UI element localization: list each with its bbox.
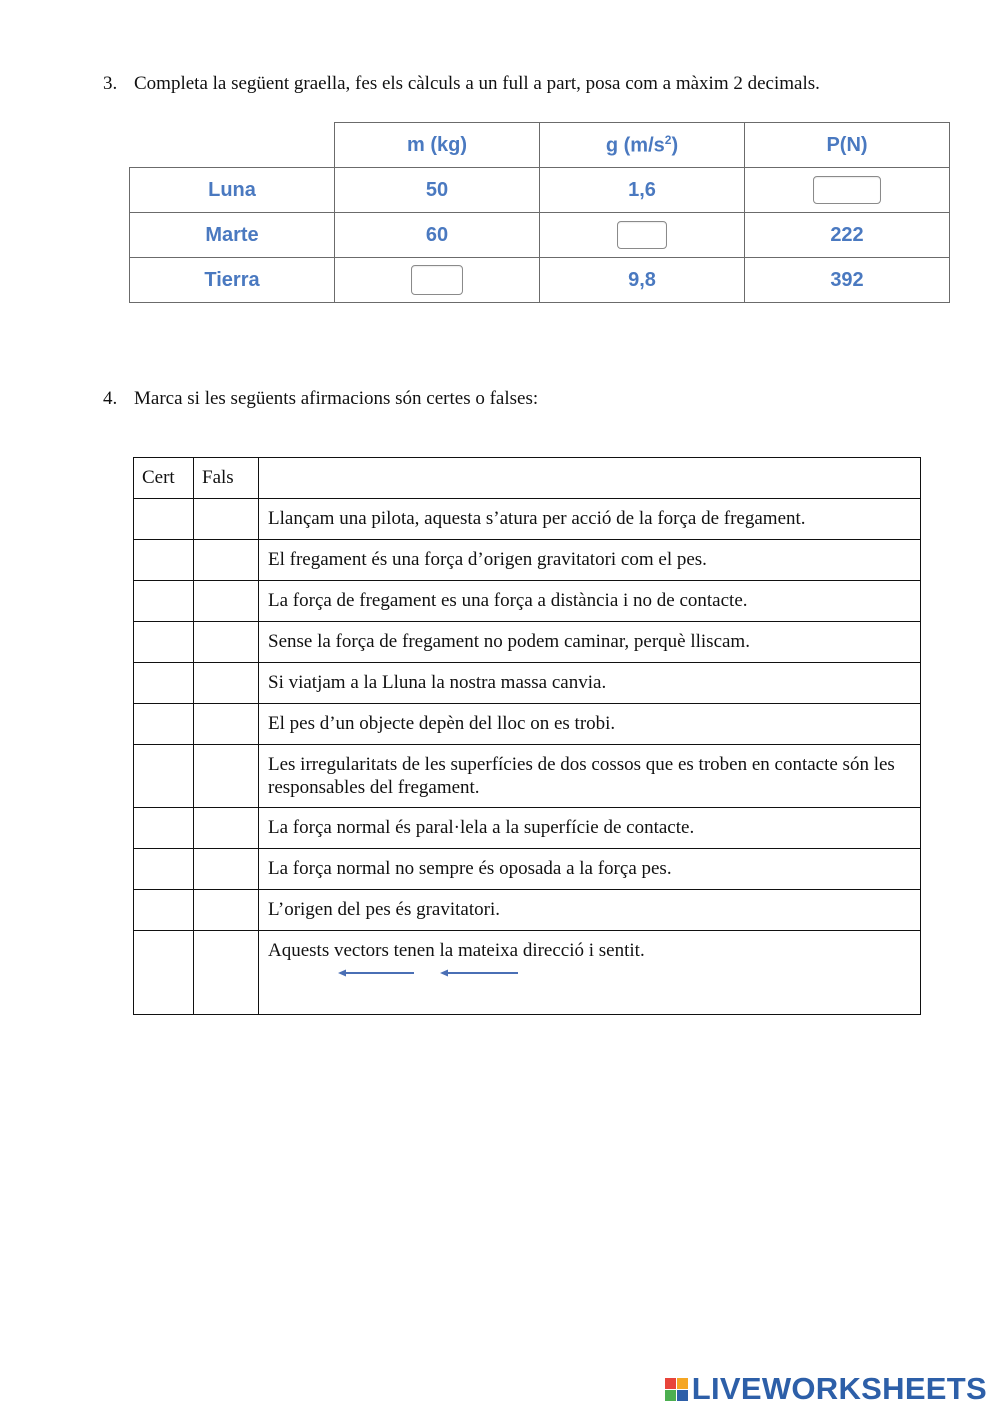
statement-row bbox=[134, 931, 921, 1015]
header-gravity-label: g (m/s bbox=[605, 134, 665, 157]
marte-gravity-cell bbox=[540, 213, 745, 258]
fals-cell[interactable] bbox=[194, 890, 259, 931]
fals-cell[interactable] bbox=[194, 581, 259, 622]
statement-with-vectors bbox=[259, 931, 921, 1015]
question-4-number: 4. bbox=[103, 388, 118, 409]
fals-cell[interactable] bbox=[194, 849, 259, 890]
marte-weight: 222 bbox=[745, 213, 950, 258]
statement-row bbox=[134, 622, 921, 663]
statement-row bbox=[134, 849, 921, 890]
header-statement bbox=[259, 458, 921, 499]
header-cert: Cert bbox=[134, 458, 194, 499]
statement-row bbox=[134, 540, 921, 581]
cert-cell[interactable] bbox=[134, 931, 194, 1015]
cert-cell[interactable] bbox=[134, 622, 194, 663]
blank-corner bbox=[130, 123, 335, 168]
marte-gravity-input[interactable] bbox=[617, 221, 667, 249]
marte-mass: 60 bbox=[335, 213, 540, 258]
luna-weight-cell bbox=[745, 168, 950, 213]
header-mass: m (kg) bbox=[335, 123, 540, 168]
true-false-header bbox=[134, 458, 921, 499]
header-gravity bbox=[540, 123, 745, 168]
planet-marte: Marte bbox=[130, 213, 335, 258]
question-4-text: Marca si les següents afirmacions són certes o falses: bbox=[134, 388, 539, 409]
statement-text: El fregament és una força d’origen gravitatori com el pes. bbox=[259, 540, 921, 581]
cert-cell[interactable] bbox=[134, 581, 194, 622]
luna-mass: 50 bbox=[335, 168, 540, 213]
left-arrow-icon bbox=[338, 970, 414, 977]
true-false-table bbox=[133, 457, 921, 1015]
planet-tierra: Tierra bbox=[130, 258, 335, 303]
vector-arrows-image bbox=[268, 966, 528, 980]
table-row-luna bbox=[130, 168, 950, 213]
tierra-weight: 392 bbox=[745, 258, 950, 303]
table-row-marte bbox=[130, 213, 950, 258]
header-fals: Fals bbox=[194, 458, 259, 499]
statement-row bbox=[134, 808, 921, 849]
luna-gravity: 1,6 bbox=[540, 168, 745, 213]
table-row-tierra bbox=[130, 258, 950, 303]
fals-cell[interactable] bbox=[194, 704, 259, 745]
statement-row bbox=[134, 745, 921, 808]
statement-text: La força de fregament es una força a distància i no de contacte. bbox=[259, 581, 921, 622]
liveworksheets-logo-icon bbox=[665, 1378, 688, 1401]
cert-cell[interactable] bbox=[134, 849, 194, 890]
statement-row bbox=[134, 890, 921, 931]
luna-weight-input[interactable] bbox=[813, 176, 881, 204]
statement-row bbox=[134, 499, 921, 540]
fals-cell[interactable] bbox=[194, 808, 259, 849]
cert-cell[interactable] bbox=[134, 745, 194, 808]
header-gravity-close: ) bbox=[671, 134, 679, 157]
statement-text: La força normal és paral·lela a la superfície de contacte. bbox=[259, 808, 921, 849]
statement-row bbox=[134, 581, 921, 622]
statement-text: L’origen del pes és gravitatori. bbox=[259, 890, 921, 931]
statement-text: La força normal no sempre és oposada a la força pes. bbox=[259, 849, 921, 890]
question-3-title bbox=[103, 73, 820, 95]
cert-cell[interactable] bbox=[134, 808, 194, 849]
liveworksheets-logo bbox=[665, 1372, 987, 1406]
tierra-mass-cell bbox=[335, 258, 540, 303]
header-gravity-exponent: 2 bbox=[664, 132, 672, 147]
fals-cell[interactable] bbox=[194, 622, 259, 663]
fals-cell[interactable] bbox=[194, 745, 259, 808]
statement-text: Llançam una pilota, aquesta s’atura per acció de la força de fregament. bbox=[259, 499, 921, 540]
statement-row bbox=[134, 704, 921, 745]
cert-cell[interactable] bbox=[134, 704, 194, 745]
weight-table-header bbox=[130, 123, 950, 168]
cert-cell[interactable] bbox=[134, 663, 194, 704]
tierra-gravity: 9,8 bbox=[540, 258, 745, 303]
fals-cell[interactable] bbox=[194, 931, 259, 1015]
statement-text: Aquests vectors tenen la mateixa direcció i sentit. bbox=[268, 940, 645, 961]
cert-cell[interactable] bbox=[134, 540, 194, 581]
fals-cell[interactable] bbox=[194, 663, 259, 704]
statement-text: Si viatjam a la Lluna la nostra massa canvia. bbox=[259, 663, 921, 704]
statement-text: Sense la força de fregament no podem caminar, perquè lliscam. bbox=[259, 622, 921, 663]
cert-cell[interactable] bbox=[134, 499, 194, 540]
statement-row bbox=[134, 663, 921, 704]
question-4-title bbox=[103, 388, 538, 410]
weight-table bbox=[129, 122, 950, 303]
question-3-text: Completa la següent graella, fes els càlculs a un full a part, posa com a màxim 2 decimals. bbox=[134, 73, 820, 94]
statement-text: Les irregularitats de les superfícies de dos cossos que es troben en contacte són les responsables del fregament. bbox=[259, 745, 921, 808]
planet-luna: Luna bbox=[130, 168, 335, 213]
fals-cell[interactable] bbox=[194, 499, 259, 540]
liveworksheets-logo-text: LIVEWORKSHEETS bbox=[691, 1371, 987, 1406]
fals-cell[interactable] bbox=[194, 540, 259, 581]
tierra-mass-input[interactable] bbox=[411, 265, 463, 295]
header-weight: P(N) bbox=[745, 123, 950, 168]
left-arrow-icon bbox=[440, 970, 518, 977]
statement-text: El pes d’un objecte depèn del lloc on es trobi. bbox=[259, 704, 921, 745]
cert-cell[interactable] bbox=[134, 890, 194, 931]
question-3-number: 3. bbox=[103, 73, 118, 94]
